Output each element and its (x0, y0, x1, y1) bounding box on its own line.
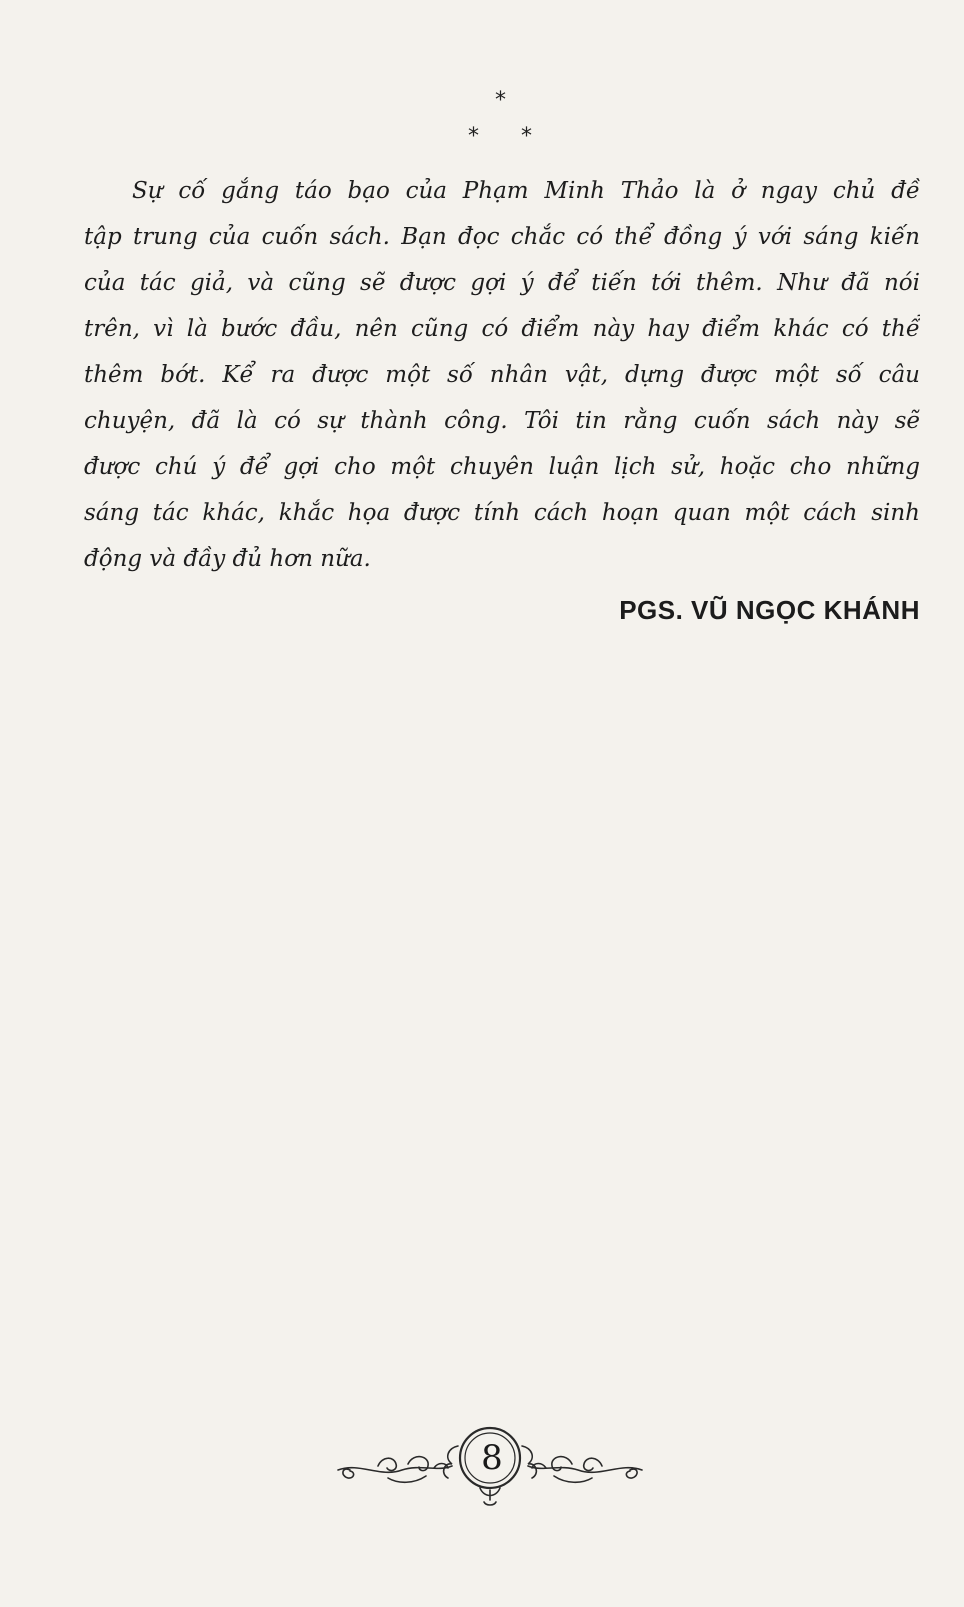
page-number: 8 (481, 1438, 503, 1478)
section-separator (0, 82, 964, 152)
paragraph-line: trên, vì là bước đầu, nên cũng có điểm này hay điểm khác có thể (84, 316, 920, 342)
author-signature: PGS. VŨ NGỌC KHÁNH (619, 595, 920, 625)
paragraph-line: được chú ý để gợi cho một chuyên luận lịch sử, hoặc cho những (84, 454, 920, 480)
paragraph-line: thêm bớt. Kể ra được một số nhân vật, dựng được một số câu (84, 362, 920, 388)
body-paragraph (84, 168, 920, 582)
paragraph-line: sáng tác khác, khắc họa được tính cách hoạn quan một cách sinh (84, 500, 920, 526)
separator-asterisk-top: * (495, 88, 506, 113)
separator-asterisk-right: * (521, 124, 532, 149)
paragraph-line: Sự cố gắng táo bạo của Phạm Minh Thảo là ở ngay chủ đề (132, 178, 920, 204)
paragraph-line: của tác giả, và cũng sẽ được gợi ý để tiến tới thêm. Như đã nói (84, 270, 920, 296)
paragraph-line: chuyện, đã là có sự thành công. Tôi tin rằng cuốn sách này sẽ (84, 408, 920, 434)
paragraph-line: động và đầy đủ hơn nữa. (84, 546, 371, 572)
separator-asterisk-left: * (468, 124, 479, 149)
paragraph-line: tập trung của cuốn sách. Bạn đọc chắc có thể đồng ý với sáng kiến (84, 224, 920, 250)
